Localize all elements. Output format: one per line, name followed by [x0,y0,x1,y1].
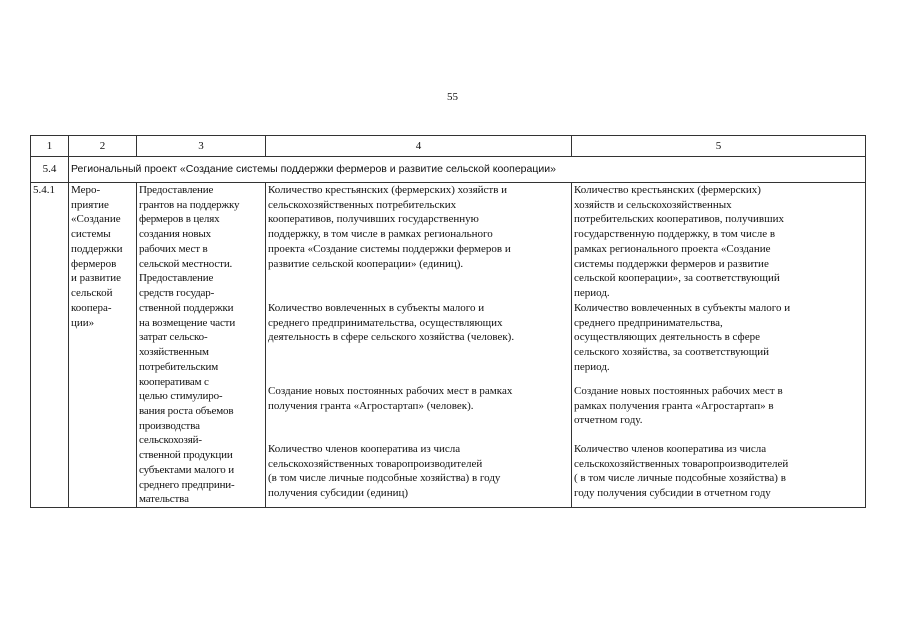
indicator-1: Количество крестьянских (фермерских) хозяйств и сельскохозяйственных потребительских кооперативов, получивших государственную поддержку, в том числе в рамках регионального проекта «Создание системы поддержки фермеров и развитие сельской кооперации» (единиц). [268,184,511,270]
header-row [31,136,866,157]
indicator-4: Количество членов кооператива из числа сельскохозяйственных товаропроизводителей (в том числе личные подсобные хозяйства) в году получения субсидии (единиц) [268,443,501,500]
row-number: 5.4.1 [31,183,69,508]
section-row [31,157,866,183]
header-col-5: 5 [572,136,866,157]
definition-2: Количество вовлеченных в субъекты малого и среднего предпринимательства, осуществляющих деятельность в сфере сельского хозяйства, за соответствующий период. [574,302,791,373]
program-table [30,135,866,508]
header-col-2: 2 [69,136,137,157]
table-row [31,183,866,508]
indicators-column [266,183,572,508]
event-name: Меро- приятие «Создание системы поддержки фермеров и развитие сельской коопера- ции» [69,183,137,508]
header-col-4: 4 [266,136,572,157]
indicator-2: Количество вовлеченных в субъекты малого и среднего предпринимательства, осуществляющих деятельность в сфере сельского хозяйства (человек). [268,302,515,344]
event-description: Предоставление грантов на поддержку фермеров в целях создания новых рабочих мест в сельской местности. Предоставление средств государ- ственной поддержки на возмещение части затрат сельско- хозяйственным потребительским кооперативам с целью стимулиро- вания роста объемов производства сельскохозяй- ственной продукции субъектами малого и среднего предприни- мательства [137,183,266,508]
definition-3: Создание новых постоянных рабочих мест в рамках получения гранта «Агростартап» в отчетном году. [574,385,783,427]
indicator-3: Создание новых постоянных рабочих мест в рамках получения гранта «Агростартап» (человек). [268,385,513,412]
page-number: 55 [447,91,458,103]
indicator-definitions-column [572,183,866,508]
header-col-1: 1 [31,136,69,157]
section-title: Региональный проект «Создание системы поддержки фермеров и развитие сельской кооперации» [69,157,866,183]
definition-4: Количество членов кооператива из числа сельскохозяйственных товаропроизводителей ( в том числе личные подсобные хозяйства) в году получения субсидии в отчетном году [574,443,789,500]
section-number: 5.4 [31,157,69,183]
header-col-3: 3 [137,136,266,157]
definition-1: Количество крестьянских (фермерских) хозяйств и сельскохозяйственных потребительских кооперативов, получивших государственную поддержку, в том числе в рамках регионального проекта «Создание системы поддержки фермеров и развитие сельской кооперации», за соответствующий период. [574,184,784,300]
